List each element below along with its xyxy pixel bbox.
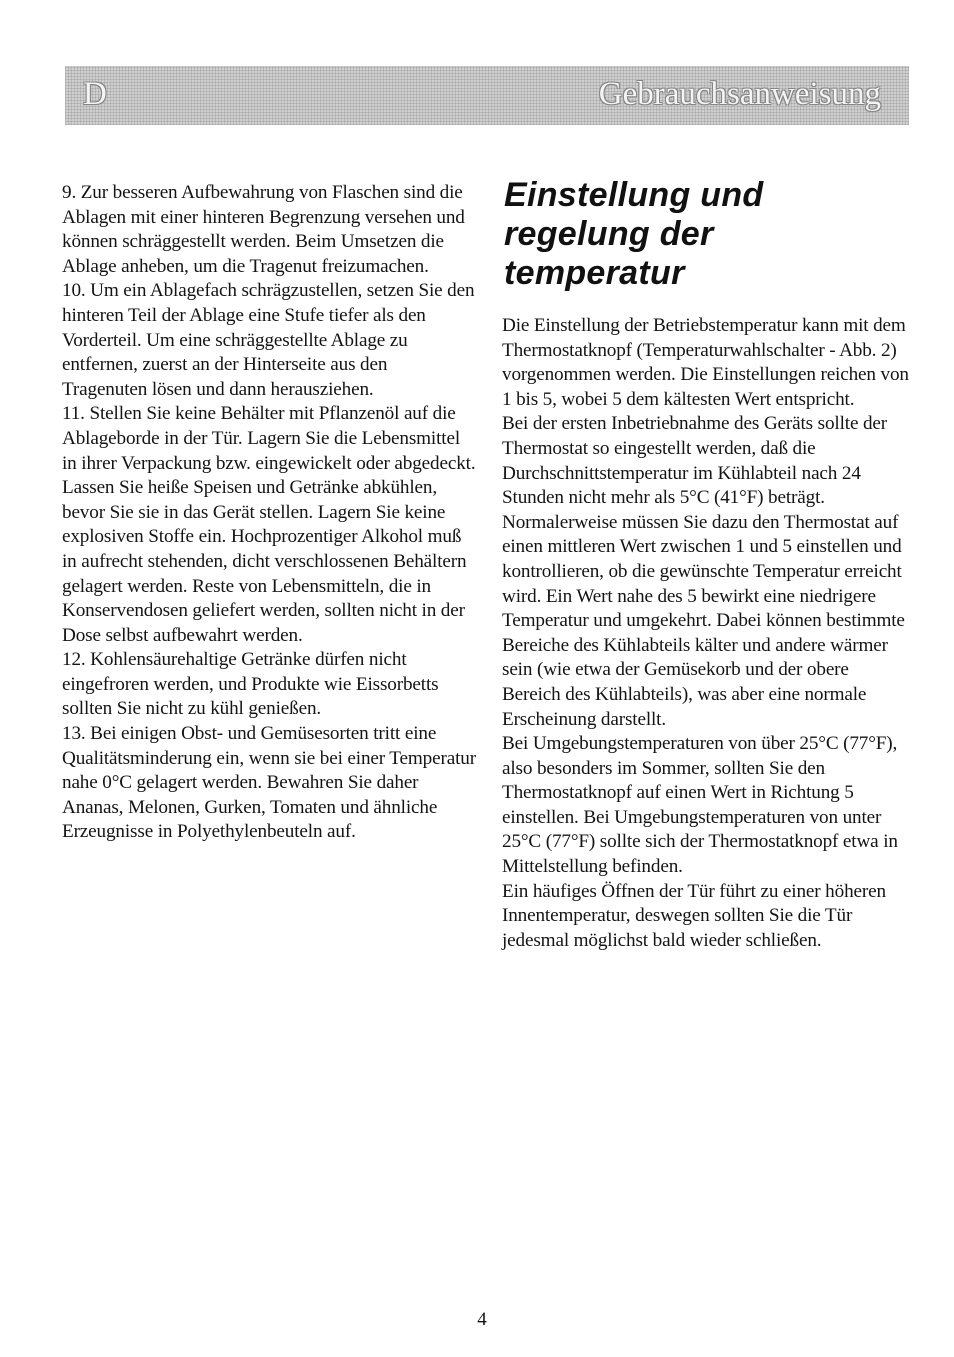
paragraph-item-12: 12. Kohlensäurehaltige Getränke dürfen nicht eingefroren werden, und Produkte wie Eissorbetts sollten Sie nicht zu kühl genießen. — [62, 649, 439, 720]
paragraph-item-10: 10. Um ein Ablagefach schrägzustellen, setzen Sie den hinteren Teil der Ablage eine Stufe tiefer als den Vorderteil. Um eine schräggestellte Ablage zu entfernen, zuerst an der Hinterseite aus den Tragenuten lösen und dann herausziehen. — [62, 280, 475, 400]
right-column — [502, 314, 912, 953]
section-heading — [504, 176, 904, 293]
paragraph-door-opening: Ein häufiges Öffnen der Tür führt zu einer höheren Innentemperatur, deswegen sollten Sie die Tür jedesmal möglichst bald wieder schließen. — [502, 880, 886, 951]
paragraph-first-use: Bei der ersten Inbetriebnahme des Geräts sollte der Thermostat so eingestellt werden, daß die Durchschnittstemperatur im Kühlabteil nach 24 Stunden nicht mehr als 5°C (41°F) beträgt. Normalerweise müssen Sie dazu den Thermostat auf einen mittleren Wert zwischen 1 und 5 einstellen und kontrollieren, ob die gewünschte Temperatur erreicht wird. Ein Wert nahe des 5 bewirkt eine niedrigere Temperatur und umgekehrt. Dabei können bestimmte Bereiche des Kühlabteils kälter und andere wärmer sein (wie etwa der Gemüsekorb und der obere Bereich des Kühlabteils), was aber eine normale Erscheinung darstellt. — [502, 413, 905, 730]
paragraph-item-13: 13. Bei einigen Obst- und Gemüsesorten tritt eine Qualitätsminderung ein, wenn sie bei einer Temperatur nahe 0°C gelagert werden. Bewahren Sie daher Ananas, Melonen, Gurken, Tomaten und ähnliche Erzeugnisse in Polyethylenbeuteln auf. — [62, 723, 476, 843]
section-letter: D — [83, 76, 107, 112]
page-number: 4 — [477, 1309, 487, 1330]
header-banner — [65, 66, 909, 125]
heading-line: Einstellung und — [504, 176, 764, 214]
paragraph-item-11: 11. Stellen Sie keine Behälter mit Pflanzenöl auf die Ablageborde in der Tür. Lagern Sie die Lebensmittel in ihrer Verpackung bzw. eingewickelt oder abgedeckt. Lassen Sie heiße Speisen und Getränke abkühlen, bevor Sie sie in das Gerät stellen. Lagern Sie keine explosiven Stoffe ein. Hochprozentiger Alkohol muß in aufrecht stehenden, dicht verschlossenen Behältern gelagert werden. Reste von Lebensmitteln, die in Konservendosen geliefert werden, sollten nicht in der Dose selbst aufbewahrt werden. — [62, 403, 476, 646]
paragraph-thermostat-intro: Die Einstellung der Betriebstemperatur kann mit dem Thermostatknopf (Temperaturwahlschalter - Abb. 2) vorgenommen werden. Die Einstellungen reichen von 1 bis 5, wobei 5 dem kältesten Wert entspricht. — [502, 315, 909, 410]
paragraph-item-9: 9. Zur besseren Aufbewahrung von Flaschen sind die Ablagen mit einer hinteren Begrenzung versehen und können schräggestellt werden. Beim Umsetzen die Ablage anheben, um die Tragenut freizumachen. — [62, 182, 465, 277]
left-column — [62, 181, 476, 845]
heading-line: regelung der — [504, 215, 714, 253]
header-title: Gebrauchsanweisung — [598, 76, 881, 112]
heading-line: temperatur — [504, 254, 685, 292]
paragraph-ambient-temperature: Bei Umgebungstemperaturen von über 25°C (77°F), also besonders im Sommer, sollten Sie den Thermostatknopf auf einen Wert in Richtung 5 einstellen. Bei Umgebungstemperaturen von unter 25°C (77°F) sollte sich der Thermostatknopf etwa in Mittelstellung befinden. — [502, 733, 898, 878]
